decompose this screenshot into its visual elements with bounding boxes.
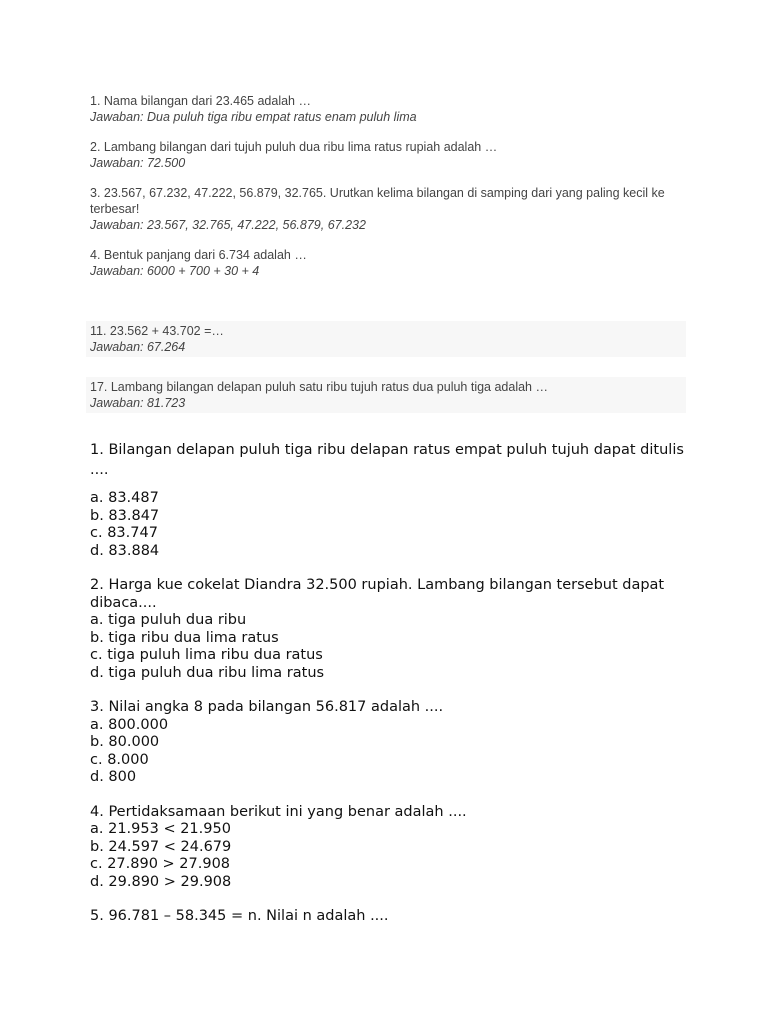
option-c: c. 27.890 > 27.908: [90, 856, 231, 872]
answer-key-section: [90, 93, 690, 427]
qa-item-1: [90, 93, 690, 125]
question-text: 2. Lambang bilangan dari tujuh puluh dua ribu lima ratus rupiah adalah …: [90, 140, 498, 154]
option-c: c. 8.000: [90, 751, 149, 768]
option-a: a. tiga puluh dua ribu: [90, 612, 247, 628]
mc-question-1: [90, 440, 690, 560]
question-stem: 2. Harga kue cokelat Diandra 32.500 rupiah. Lambang bilangan tersebut dapat dibaca....: [90, 577, 665, 611]
question-text: 4. Bentuk panjang dari 6.734 adalah …: [90, 248, 307, 262]
option-c: c. tiga puluh lima ribu dua ratus: [90, 647, 323, 663]
option-d: d. tiga puluh dua ribu lima ratus: [90, 664, 325, 681]
mc-question-2: [90, 577, 690, 682]
qa-item-11: [86, 321, 686, 357]
qa-item-17: [86, 377, 686, 413]
answer-text: Jawaban: 72.500: [90, 156, 186, 170]
option-d: d. 83.884: [90, 542, 160, 559]
question-stem: 3. Nilai angka 8 pada bilangan 56.817 adalah ....: [90, 699, 444, 715]
question-text: 11. 23.562 + 43.702 =…: [90, 324, 224, 338]
answer-text: Jawaban: 23.567, 32.765, 47.222, 56.879, 67.232: [90, 218, 366, 232]
option-a: a. 21.953 < 21.950: [90, 821, 231, 837]
qa-item-3: [90, 185, 690, 233]
question-stem: 1. Bilangan delapan puluh tiga ribu delapan ratus empat puluh tujuh dapat ditulis ....: [90, 442, 684, 478]
qa-item-4: [90, 247, 690, 279]
mc-question-3: [90, 699, 690, 787]
mc-question-5: [90, 908, 690, 926]
option-b: b. 83.847: [90, 507, 160, 524]
mc-question-4: [90, 804, 690, 892]
answer-text: Jawaban: Dua puluh tiga ribu empat ratus enam puluh lima: [90, 110, 417, 124]
answer-text: Jawaban: 67.264: [90, 340, 186, 354]
section-gap: [90, 293, 690, 321]
option-d: d. 29.890 > 29.908: [90, 873, 232, 890]
answer-text: Jawaban: 81.723: [90, 396, 186, 410]
question-text: 17. Lambang bilangan delapan puluh satu ribu tujuh ratus dua puluh tiga adalah …: [90, 380, 548, 394]
question-stem: 5. 96.781 – 58.345 = n. Nilai n adalah ....: [90, 908, 389, 924]
multiple-choice-section: [90, 440, 690, 943]
question-stem: 4. Pertidaksamaan berikut ini yang benar adalah ....: [90, 803, 467, 820]
answer-text: Jawaban: 6000 + 700 + 30 + 4: [90, 264, 260, 278]
question-text: 1. Nama bilangan dari 23.465 adalah …: [90, 94, 311, 108]
qa-item-2: [90, 139, 690, 171]
option-a: a. 83.487: [90, 490, 159, 506]
option-a: a. 800.000: [90, 716, 169, 733]
question-text: 3. 23.567, 67.232, 47.222, 56.879, 32.765. Urutkan kelima bilangan di samping dari yang paling kecil ke terbesar!: [90, 186, 665, 216]
option-b: b. 24.597 < 24.679: [90, 838, 232, 855]
option-b: b. 80.000: [90, 734, 160, 750]
option-b: b. tiga ribu dua lima ratus: [90, 629, 279, 646]
option-d: d. 800: [90, 769, 137, 785]
option-c: c. 83.747: [90, 525, 158, 541]
